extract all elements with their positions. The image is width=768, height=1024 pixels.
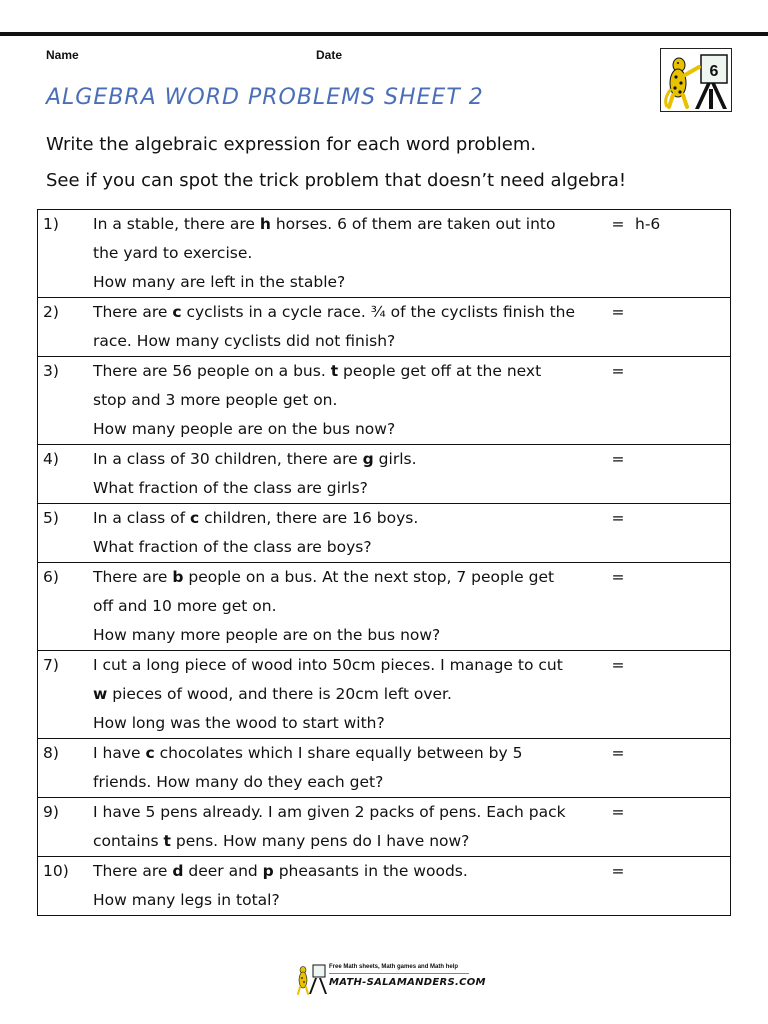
- equals-sign: =: [611, 803, 625, 821]
- equals-sign: =: [611, 656, 625, 674]
- variable: h: [259, 215, 271, 233]
- text-segment: What fraction of the class are boys?: [93, 538, 372, 556]
- problem-number: 5): [38, 504, 94, 563]
- problem-text-line: [93, 680, 605, 709]
- problem-text: [93, 651, 605, 739]
- salamander-logo-icon: [295, 962, 329, 996]
- problem-row: [38, 357, 731, 445]
- text-segment: In a class of: [93, 509, 191, 527]
- variable: g: [362, 450, 374, 468]
- problem-number: 3): [38, 357, 94, 445]
- text-segment: chocolates which I share equally between by 5: [154, 744, 523, 762]
- problem-number: 7): [38, 651, 94, 739]
- problem-text-line: [93, 798, 605, 827]
- problem-text-line: [93, 827, 605, 856]
- problem-text-line: [93, 563, 605, 592]
- variable: c: [145, 744, 155, 762]
- problem-row: [38, 798, 731, 857]
- problem-text: [93, 739, 605, 798]
- problem-number: 9): [38, 798, 94, 857]
- problem-text-line: [93, 533, 605, 562]
- problem-row: [38, 298, 731, 357]
- answer-cell: [605, 504, 731, 563]
- worksheet-title: ALGEBRA WORD PROBLEMS SHEET 2: [46, 85, 484, 110]
- salamander-easel-icon: [661, 49, 731, 111]
- footer-logo: [295, 962, 486, 996]
- problem-text: [93, 563, 605, 651]
- problem-text-line: [93, 239, 605, 268]
- footer-tagline: Free Math sheets, Math games and Math help: [329, 964, 459, 970]
- instruction-line-1: Write the algebraic expression for each word problem.: [46, 134, 537, 155]
- problem-text-line: [93, 474, 605, 503]
- instruction-line-2: See if you can spot the trick problem that doesn’t need algebra!: [46, 170, 627, 191]
- text-segment: In a class of 30 children, there are: [93, 450, 363, 468]
- problem-text: [93, 445, 605, 504]
- problem-text-line: [93, 768, 605, 797]
- answer-cell: [605, 798, 731, 857]
- problem-number: 6): [38, 563, 94, 651]
- text-segment: How long was the wood to start with?: [93, 714, 385, 732]
- variable: p: [262, 862, 274, 880]
- name-label: Name: [46, 48, 79, 62]
- problem-text-line: [93, 445, 605, 474]
- problem-text: [93, 857, 605, 916]
- text-segment: deer and: [183, 862, 263, 880]
- answer-cell: [605, 739, 731, 798]
- grade-number: 6: [709, 63, 719, 80]
- variable: b: [172, 568, 184, 586]
- problem-number: 8): [38, 739, 94, 798]
- problem-number: 2): [38, 298, 94, 357]
- problems-table: [37, 209, 731, 916]
- text-segment: I have: [93, 744, 146, 762]
- variable: d: [172, 862, 184, 880]
- text-segment: There are 56 people on a bus.: [93, 362, 331, 380]
- text-segment: I cut a long piece of wood into 50cm pieces. I manage to cut: [93, 656, 563, 674]
- problem-text-line: [93, 857, 605, 886]
- text-segment: the yard to exercise.: [93, 244, 253, 262]
- problem-text: [93, 504, 605, 563]
- equals-sign: =: [611, 303, 625, 321]
- problem-text: [93, 357, 605, 445]
- equals-sign: =: [611, 744, 625, 762]
- text-segment: What fraction of the class are girls?: [93, 479, 368, 497]
- equals-sign: =: [611, 862, 625, 880]
- equals-sign: =: [611, 362, 625, 380]
- problem-text: [93, 210, 605, 298]
- problem-text-line: [93, 739, 605, 768]
- text-segment: There are: [93, 568, 173, 586]
- problem-row: [38, 857, 731, 916]
- text-segment: race. How many cyclists did not finish?: [93, 332, 396, 350]
- text-segment: There are: [93, 303, 173, 321]
- grade-logo: [660, 48, 732, 112]
- problem-row: [38, 504, 731, 563]
- problems-body: [38, 210, 731, 916]
- text-segment: people get off at the next: [338, 362, 542, 380]
- problem-row: [38, 563, 731, 651]
- variable: c: [190, 509, 200, 527]
- problem-text-line: [93, 298, 605, 327]
- top-rule: [0, 32, 768, 36]
- equals-sign: =: [611, 568, 625, 586]
- text-segment: How many legs in total?: [93, 891, 280, 909]
- answer-cell: [605, 298, 731, 357]
- problem-text: [93, 798, 605, 857]
- problem-row: [38, 651, 731, 739]
- answer-cell: [605, 210, 731, 298]
- answer-cell: [605, 445, 731, 504]
- equals-sign: =: [611, 509, 625, 527]
- text-segment: stop and 3 more people get on.: [93, 391, 338, 409]
- text-segment: contains: [93, 832, 164, 850]
- problem-text-line: [93, 651, 605, 680]
- footer-site-name: MATH-SALAMANDERS.COM: [329, 977, 486, 988]
- problem-text: [93, 298, 605, 357]
- text-segment: cyclists in a cycle race. ¾ of the cyclists finish the: [181, 303, 576, 321]
- problem-text-line: [93, 592, 605, 621]
- text-segment: girls.: [373, 450, 417, 468]
- text-segment: How many are left in the stable?: [93, 273, 346, 291]
- footer-rule: [329, 973, 469, 974]
- text-segment: friends. How many do they each get?: [93, 773, 384, 791]
- problem-text-line: [93, 210, 605, 239]
- variable: t: [163, 832, 171, 850]
- problem-row: [38, 445, 731, 504]
- problem-text-line: [93, 621, 605, 650]
- text-segment: How many more people are on the bus now?: [93, 626, 441, 644]
- problem-text-line: [93, 504, 605, 533]
- text-segment: How many people are on the bus now?: [93, 420, 396, 438]
- text-segment: There are: [93, 862, 173, 880]
- problem-number: 1): [38, 210, 94, 298]
- problem-text-line: [93, 268, 605, 297]
- problem-row: [38, 210, 731, 298]
- problem-text-line: [93, 709, 605, 738]
- problem-text-line: [93, 357, 605, 386]
- answer-value: h-6: [635, 215, 661, 233]
- text-segment: pens. How many pens do I have now?: [170, 832, 470, 850]
- equals-sign: =: [611, 215, 625, 233]
- variable: c: [172, 303, 182, 321]
- text-segment: In a stable, there are: [93, 215, 260, 233]
- text-segment: I have 5 pens already. I am given 2 packs of pens. Each pack: [93, 803, 566, 821]
- text-segment: horses. 6 of them are taken out into: [270, 215, 556, 233]
- problem-number: 10): [38, 857, 94, 916]
- problem-text-line: [93, 886, 605, 915]
- text-segment: people on a bus. At the next stop, 7 people get: [183, 568, 555, 586]
- answer-cell: [605, 857, 731, 916]
- text-segment: children, there are 16 boys.: [199, 509, 419, 527]
- text-segment: pheasants in the woods.: [273, 862, 468, 880]
- date-label: Date: [316, 48, 343, 62]
- problem-text-line: [93, 386, 605, 415]
- text-segment: off and 10 more get on.: [93, 597, 277, 615]
- answer-cell: [605, 563, 731, 651]
- problem-text-line: [93, 415, 605, 444]
- answer-cell: [605, 357, 731, 445]
- equals-sign: =: [611, 450, 625, 468]
- variable: w: [93, 685, 108, 703]
- problem-number: 4): [38, 445, 94, 504]
- answer-cell: [605, 651, 731, 739]
- variable: t: [330, 362, 339, 380]
- problem-row: [38, 739, 731, 798]
- text-segment: pieces of wood, and there is 20cm left over.: [107, 685, 452, 703]
- problem-text-line: [93, 327, 605, 356]
